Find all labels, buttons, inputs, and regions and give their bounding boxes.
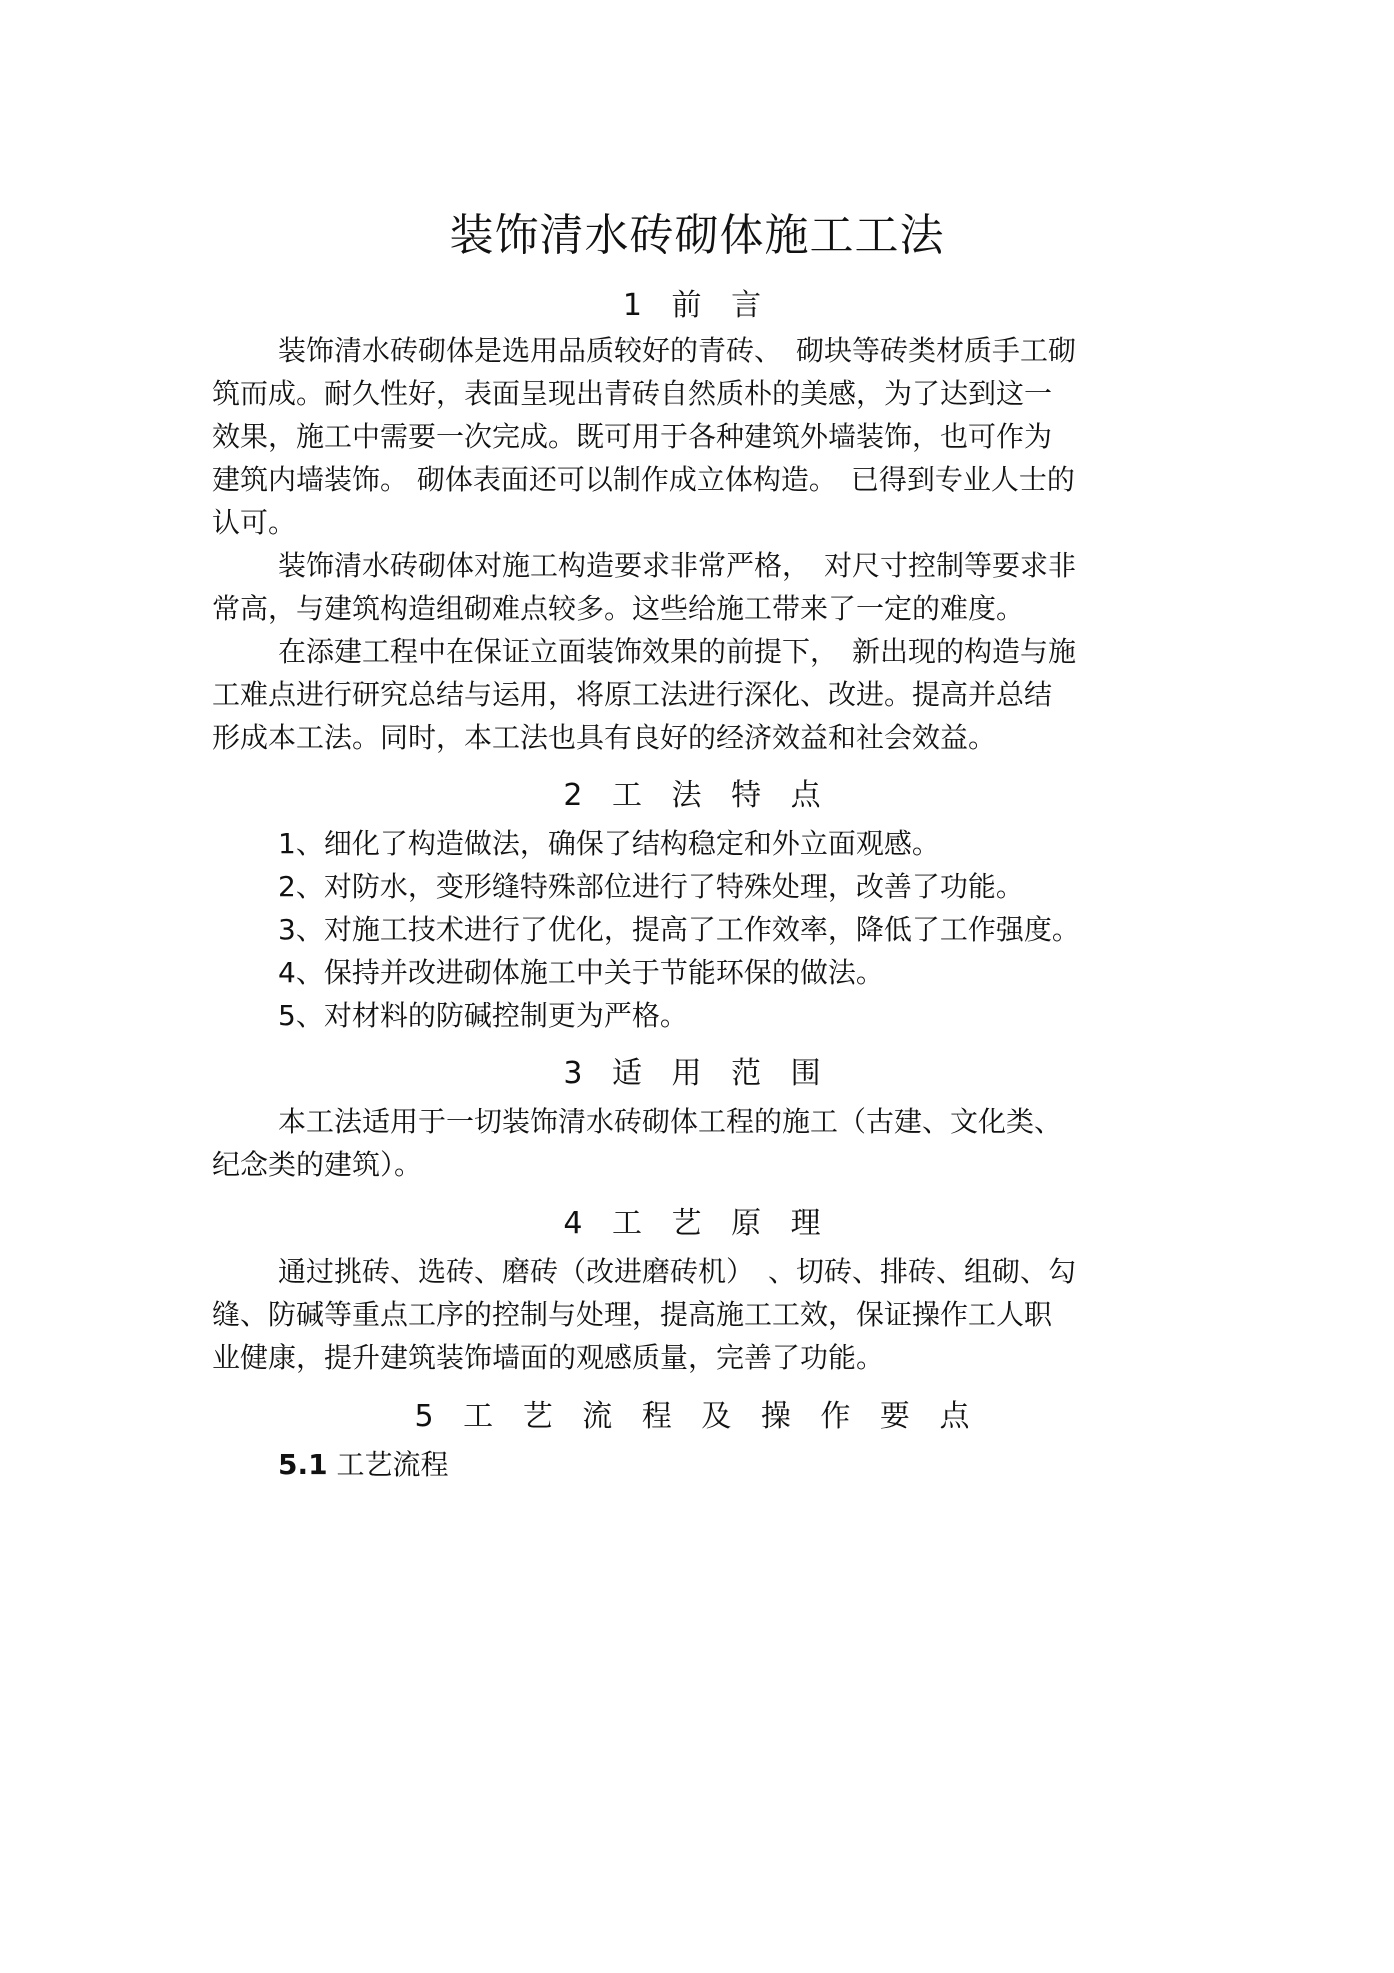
paragraph-line: 在添建工程中在保证立面装饰效果的前提下， 新出现的构造与施: [278, 635, 1077, 668]
list-item: 1、细化了构造做法，确保了结构稳定和外立面观感。: [278, 827, 940, 860]
section-heading-scope: 3 适 用 范 围: [563, 1056, 831, 1091]
paragraph-line: 形成本工法。同时，本工法也具有良好的经济效益和社会效益。: [212, 721, 997, 754]
list-item: 3、对施工技术进行了优化，提高了工作效率，降低了工作强度。: [278, 913, 1080, 946]
paragraph-line: 缝、防碱等重点工序的控制与处理，提高施工工效，保证操作工人职: [212, 1298, 1053, 1331]
section-heading-process: 5 工 艺 流 程 及 操 作 要 点: [414, 1399, 980, 1434]
list-item: 5、对材料的防碱控制更为严格。: [278, 999, 688, 1032]
paragraph-line: 本工法适用于一切装饰清水砖砌体工程的施工（古建、文化类、: [278, 1105, 1063, 1138]
paragraph-line: 装饰清水砖砌体是选用品质较好的青砖、 砌块等砖类材质手工砌: [278, 334, 1077, 367]
paragraph-line: 装饰清水砖砌体对施工构造要求非常严格， 对尺寸控制等要求非: [278, 549, 1077, 582]
paragraph-line: 认可。: [212, 506, 297, 539]
section-heading-principle: 4 工 艺 原 理: [563, 1206, 831, 1241]
section-heading-features: 2 工 法 特 点: [563, 778, 831, 813]
paragraph-line: 工难点进行研究总结与运用，将原工法进行深化、改进。提高并总结: [212, 678, 1053, 711]
subsection-label: 工艺流程: [327, 1448, 449, 1481]
subsection-heading: [278, 1445, 449, 1485]
subsection-number: 5.1: [278, 1448, 328, 1481]
paragraph-line: 筑而成。耐久性好，表面呈现出青砖自然质朴的美感，为了达到这一: [212, 377, 1053, 410]
document-title: 装饰清水砖砌体施工工法: [449, 210, 945, 261]
section-heading-preface: 1 前 言: [622, 288, 772, 323]
list-item: 2、对防水，变形缝特殊部位进行了特殊处理，改善了功能。: [278, 870, 1024, 903]
paragraph-line: 业健康，提升建筑装饰墙面的观感质量，完善了功能。: [212, 1341, 885, 1374]
paragraph-line: 建筑内墙装饰。 砌体表面还可以制作成立体构造。 已得到专业人士的: [212, 463, 1075, 496]
paragraph-line: 效果，施工中需要一次完成。既可用于各种建筑外墙装饰，也可作为: [212, 420, 1053, 453]
paragraph-line: 纪念类的建筑）。: [212, 1148, 423, 1181]
paragraph-line: 通过挑砖、选砖、磨砖（改进磨砖机） 、切砖、排砖、组砌、勾: [278, 1255, 1077, 1288]
list-item: 4、保持并改进砌体施工中关于节能环保的做法。: [278, 956, 884, 989]
paragraph-line: 常高，与建筑构造组砌难点较多。这些给施工带来了一定的难度。: [212, 592, 1025, 625]
